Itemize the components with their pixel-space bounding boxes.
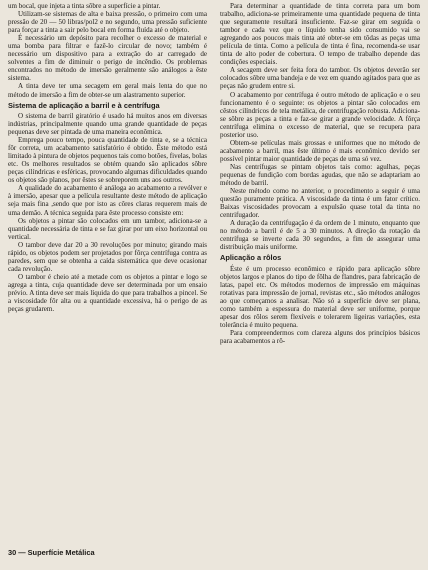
- paragraph: Emprega pouco tempo, pouca quantidade de tinta e, se a técnica fôr correta, um acabamento satisfatório é obtido. Êste método está limitado à pintura de objetos pequenos tais como botões, fivelas, bolas etc. Os melhores resultados se obtém quando são aplicados sôbre peças cilíndricas e esféricas, provocando algumas dificuldades quando os objetos são planos, por êstes se sobreporem uns aos outros.: [8, 136, 207, 185]
- paragraph: Nas centrífugas se pintam objetos tais como: agulhas, peças pequenas de fundição com bordas agudas, que não se adaptariam ao método de barril.: [220, 162, 420, 188]
- paragraph: um bocal, que injeta a tinta sôbre a superfície a pintar.: [8, 2, 161, 10]
- paragraph: Para compreendermos com clareza alguns dos princípios básicos para acabamentos a rô-: [220, 329, 420, 346]
- paragraph: O sistema de barril giratório é usado há muitos anos em diversas indústrias, principalmente quando uma grande quantidade de peças pequenas deve ser pintada de uma maneira econômica.: [8, 111, 207, 137]
- paragraph: O tambor é cheio até a metade com os objetos a pintar e logo se agrega a tinta, cuja quantidade deve ser determinada por um ensaio prévio. A tinta deve ser mais líquida do que para trabalhos a pincel. Se a viscosidade fôr alta ou a quantidade excessiva, há o perigo de as peças grudarem.: [8, 272, 207, 314]
- paragraph: O tambor deve dar 20 a 30 revoluções por minuto; girando mais rápido, os objetos podem ser projetados por fôrça centrífuga contra as paredes, sem que se obtenha a caída sistemática que deve ocasionar cada revolução.: [8, 240, 207, 273]
- paragraph: Neste método como no anterior, o procedimento a seguir é uma questão puramente prática. A viscosidade da tinta é um fator crítico. Baixas viscosidades provocam a expulsão quase total da tinta no centrifugador.: [220, 187, 420, 220]
- paragraph: Para determinar a quantidade de tinta correta para um bom trabalho, adiciona-se primeiramente uma quantidade pequena de tinta que seguramente resultará insuficiente. Faz-se girar em seguida o tambor e cada vez que o líquido tenha sido consumido vai se agregando aos poucos mais tinta até obter-se em tôdas as peças uma película de tinta. Como a película de tinta é fina, recomenda-se usar tinta de alto poder de cobertura. O tempo de trabalho depende das condições especiais.: [220, 2, 420, 67]
- paragraph: Obtem-se películas mais grossas e uniformes que no método de acabamento a barril, mas êste último é mais econômico devido ser possível pintar maior quantidade de peças de uma só vez.: [220, 138, 420, 163]
- left-column: [8, 2, 207, 313]
- page-number: 30: [8, 548, 17, 557]
- section-heading: Aplicação a rôlos: [220, 253, 282, 263]
- paragraph: A duração da centrifugação é da ordem de 1 minuto, enquanto que no método a barril é de 5 a 30 minutos. A direção da rotação da centrífuga se inverte cada 30 segundos, a fim de assegurar uma distribuição mais uniforme.: [220, 219, 420, 252]
- footer-separator: —: [18, 548, 26, 557]
- paragraph: O acabamento por centrífuga é outro método de aplicação e o seu funcionamento é o seguinte: os objetos a pintar são colocados em cêstos cilíndricos de tela metálica, de centrifugação robusta. Adiciona-se sôbre as peças a tinta e faz-se girar a grande velocidade. A fôrça centrífuga elimina o excesso de material, que se recupera para posterior uso.: [220, 90, 420, 139]
- paragraph: Éste é um processo econômico e rápido para aplicação sôbre objetos largos e planos do tipo de fôlha de flandres, para fabricação de latas, papel etc. Os métodos modernos de impressão em máquinas rotativas para impressão de jornal, revistas etc., são métodos análogos ao que começamos a analisar. Não só a superfície deve ser plana, como também a espessura do material deve ser uniforme, porque apesar dos rôlos serem flexíveis e tolerarem ligeiras variações, esta tolerância é muito pequena.: [220, 264, 420, 330]
- paragraph: A secagem deve ser feita fora do tambor. Os objetos deverão ser colocados sôbre uma bandeja e de vez em quando agitados para que as peças não grudem entre si.: [220, 66, 420, 91]
- paragraph: A tinta deve ter uma secagem em geral mais lenta do que no método de imersão a fim de obter-se um alastramento superior.: [8, 82, 207, 99]
- paragraph: Utilizam-se sistemas de alta e baixa pressão, o primeiro com uma pressão de 20 — 50 libras/pol2 e no segundo, uma pressão suficiente para forçar a tinta a sair pelo bocal em forma fluída até o objeto.: [8, 10, 207, 35]
- publication-name: Superfície Metálica: [27, 548, 95, 557]
- paragraph: É necessário um depósito para recolher o excesso de material e uma bomba para filtrar e fazê-lo circular de novo; também é necessário um dispositivo para a extração do ar carregado de solventes a fim de diminuir o perigo de incêndio. Os problemas encontrados no método de imersão geralmente são análogos a êste sistema.: [8, 34, 207, 83]
- page-footer: [8, 548, 95, 557]
- paragraph: Os objetos a pintar são colocados em um tambor, adiciona-se a quantidade necessária de tinta e se faz girar por um eixo horizontal ou vertical.: [8, 216, 207, 241]
- section-heading: Sistema de aplicação a barril e à centrífuga: [8, 100, 160, 110]
- paragraph: A qualidade do acabamento é análoga ao acabamento a revólver e à imersão, apesar que a película resultante deste método de aplicação seja mais fina ,sendo que por isto as côres claras requerem mais de uma demão. A técnica seguida para êste processo consiste em:: [8, 184, 207, 217]
- right-column: [220, 2, 420, 345]
